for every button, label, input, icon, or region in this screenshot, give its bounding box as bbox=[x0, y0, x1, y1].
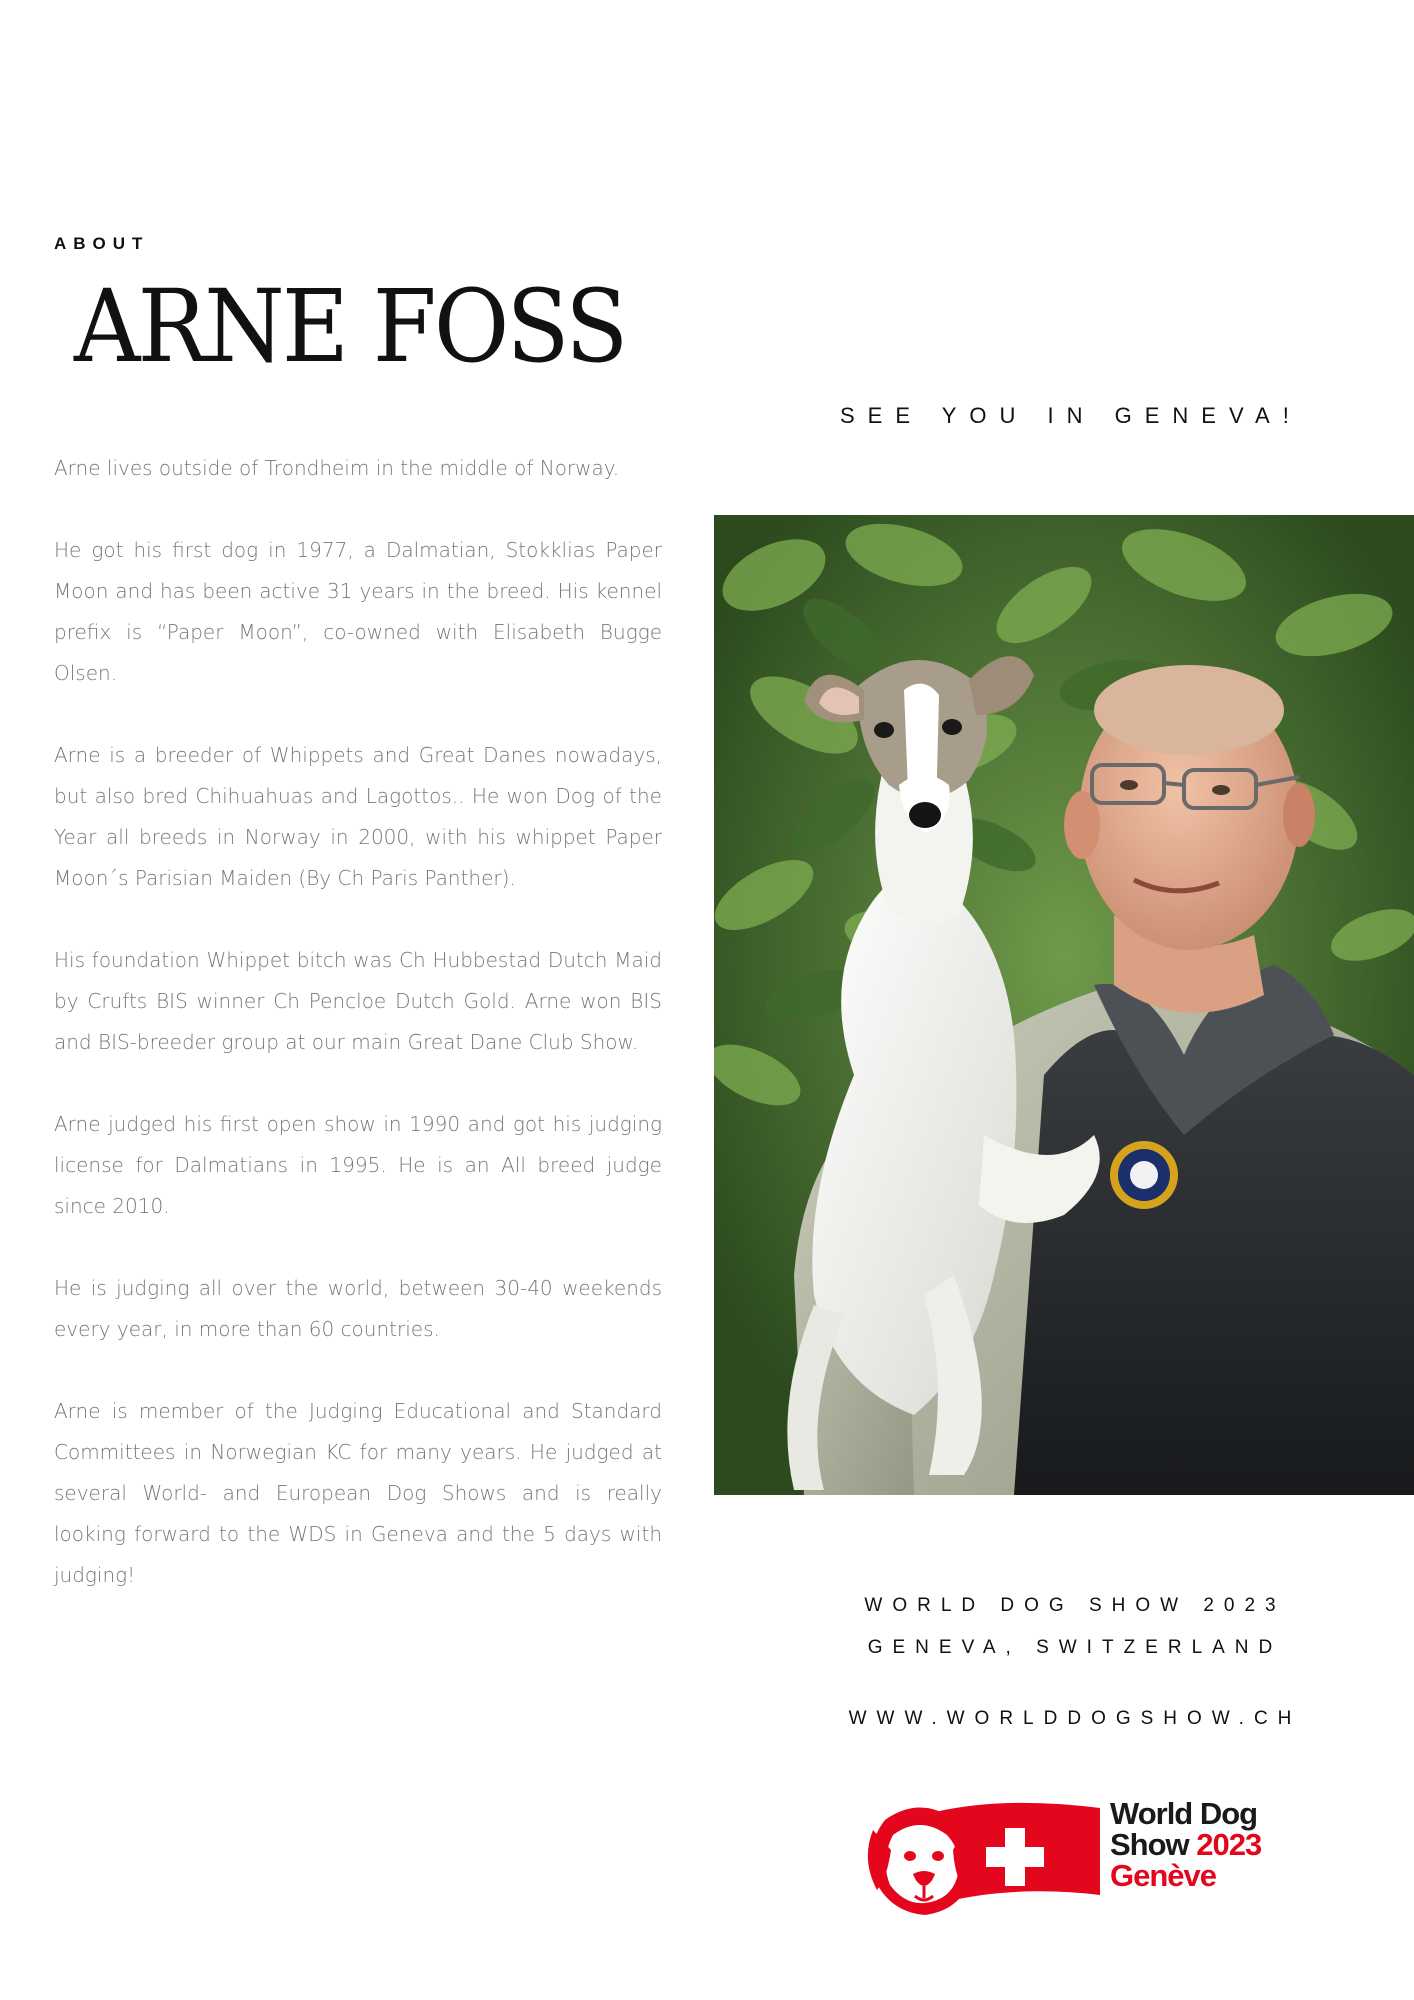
logo-line-1: World Dog bbox=[1110, 1796, 1258, 1831]
world-dog-show-logo bbox=[865, 1790, 1305, 1920]
event-info bbox=[790, 1585, 1360, 1669]
dog-flag-logo-icon bbox=[865, 1790, 1105, 1920]
bio-paragraph: Arne lives outside of Trondheim in the middle of Norway. bbox=[54, 456, 620, 480]
bio-paragraph: His foundation Whippet bitch was Ch Hubbestad Dutch Maid by Crufts BIS winner Ch Pencloe Dutch Gold. Arne won BIS and BIS-breeder group at our main Great Dane Club Show. bbox=[54, 948, 662, 1054]
website-link[interactable]: WWW.WORLDDOGSHOW.CH bbox=[848, 1708, 1302, 1729]
logo-show-text: Show bbox=[1110, 1827, 1197, 1862]
photo-illustration bbox=[714, 515, 1414, 1495]
bio-paragraph: He got his first dog in 1977, a Dalmatian, Stokklias Paper Moon and has been active 31 years in the breed. His kennel prefix is “Paper Moon”, co-owned with Elisabeth Bugge Olsen. bbox=[54, 538, 662, 685]
bio-paragraph: He is judging all over the world, between 30-40 weekends every year, in more than 60 countries. bbox=[54, 1276, 662, 1341]
logo-city-text: Genève bbox=[1110, 1858, 1217, 1893]
bio-paragraph: Arne is member of the Judging Educational and Standard Committees in Norwegian KC for many years. He judged at several World- and European Dog Shows and is really looking forward to the WDS in Geneva and the 5 days with judging! bbox=[54, 1399, 662, 1587]
bio-paragraph: Arne judged his first open show in 1990 and got his judging license for Dalmatians in 1995. He is an All breed judge since 2010. bbox=[54, 1112, 662, 1218]
bio-text bbox=[54, 448, 662, 1637]
event-title: WORLD DOG SHOW 2023 bbox=[864, 1595, 1286, 1616]
logo-year-text: 2023 bbox=[1196, 1827, 1262, 1862]
section-kicker: ABOUT bbox=[54, 234, 150, 253]
tagline: SEE YOU IN GENEVA! bbox=[840, 403, 1302, 428]
judge-with-whippet-photo bbox=[714, 515, 1414, 1495]
event-location: GENEVA, SWITZERLAND bbox=[867, 1637, 1283, 1658]
logo-line-2 bbox=[1110, 1829, 1261, 1860]
logo-wordmark bbox=[1110, 1798, 1261, 1891]
bio-paragraph: Arne is a breeder of Whippets and Great Danes nowadays, but also bred Chihuahuas and Lagottos.. He won Dog of the Year all breeds in Norway in 2000, with his whippet Paper Moon´s Parisian Maiden (By Ch Paris Panther). bbox=[54, 743, 662, 890]
page-title: ARNE FOSS bbox=[74, 268, 626, 385]
